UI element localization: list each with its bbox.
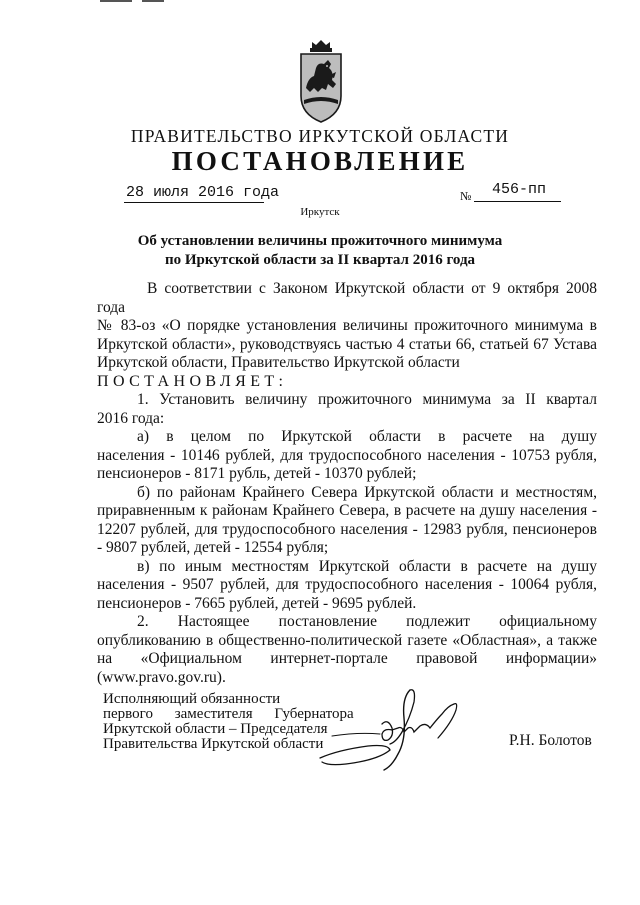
text-line: Иркутской области, Правительство Иркутской области (97, 354, 460, 371)
handwritten-signature (318, 688, 468, 776)
text-line: населения - 10146 рублей, для трудоспособного населения - 10753 рубля, (97, 446, 597, 464)
document-title (0, 232, 640, 270)
document-number: 456-пп (492, 181, 547, 198)
text-line: - 9807 рублей, детей - 12554 рубля; (97, 539, 329, 556)
text-line: № 83-оз «О порядке установления величины прожиточного минимума в (97, 317, 597, 334)
text-line: 2. Настоящее постановление подлежит официальному (137, 613, 597, 630)
number-sign: № (460, 189, 472, 203)
scan-artifact (142, 0, 164, 2)
position-line: Иркутской области – Председателя (103, 721, 328, 737)
text-line: 1. Установить величину прожиточного минимума за II квартал (137, 391, 597, 408)
document-city: Иркутск (300, 206, 340, 218)
text-line: опубликованию в общественно-политической газете «Областная», а также (97, 631, 597, 649)
text-line: пенсионеров - 8171 рубль, детей - 10370 рублей; (97, 465, 417, 482)
signatory-name: Р.Н. Болотов (509, 732, 592, 749)
title-line: по Иркутской области за II квартал 2016 года (164, 252, 476, 268)
text-line: В соответствии с Законом Иркутской области от 9 октября 2008 года (97, 280, 597, 316)
date-underline (124, 202, 264, 203)
number-underline (474, 201, 561, 202)
document-date: 28 июля 2016 года (126, 184, 280, 201)
document-body (97, 280, 597, 687)
position-line: Исполняющий обязанности (103, 691, 281, 707)
text-line: населения - 9507 рублей, для трудоспособного населения - 10064 рубля, (97, 576, 597, 593)
government-name: ПРАВИТЕЛЬСТВО ИРКУТСКОЙ ОБЛАСТИ (130, 126, 510, 146)
scan-artifact (100, 0, 132, 2)
text-line: в) по иным местностям Иркутской области в расчете на душу (137, 557, 597, 575)
coat-of-arms-emblem (298, 38, 344, 124)
resolves-word: ПОСТАНОВЛЯЕТ: (97, 372, 288, 390)
text-line: 2016 года: (97, 409, 165, 427)
document-type: ПОСТАНОВЛЕНИЕ (171, 146, 469, 176)
text-line: б) по районам Крайнего Севера Иркутской области и местностям, (137, 483, 597, 501)
title-line: Об установлении величины прожиточного минимума (137, 233, 503, 249)
text-line: 12207 рублей, для трудоспособного населения - 12983 рубля, пенсионеров (97, 520, 597, 538)
position-line: первого заместителя Губернатора (103, 706, 354, 722)
text-line: (www.pravo.gov.ru). (97, 668, 226, 686)
text-line: пенсионеров - 7665 рублей, детей - 9695 рублей. (97, 594, 417, 612)
position-line: Правительства Иркутской области (103, 736, 324, 752)
signatory-position (103, 692, 354, 752)
text-line: Иркутской области», руководствуясь частью 4 статьи 66, статьей 67 Устава (97, 335, 597, 353)
text-line: приравненным к районам Крайнего Севера, в расчете на душу населения - (97, 502, 597, 519)
text-line: а) в целом по Иркутской области в расчете на душу (137, 428, 597, 445)
text-line: на «Официальном интернет-портале правовой информации» (97, 650, 597, 667)
